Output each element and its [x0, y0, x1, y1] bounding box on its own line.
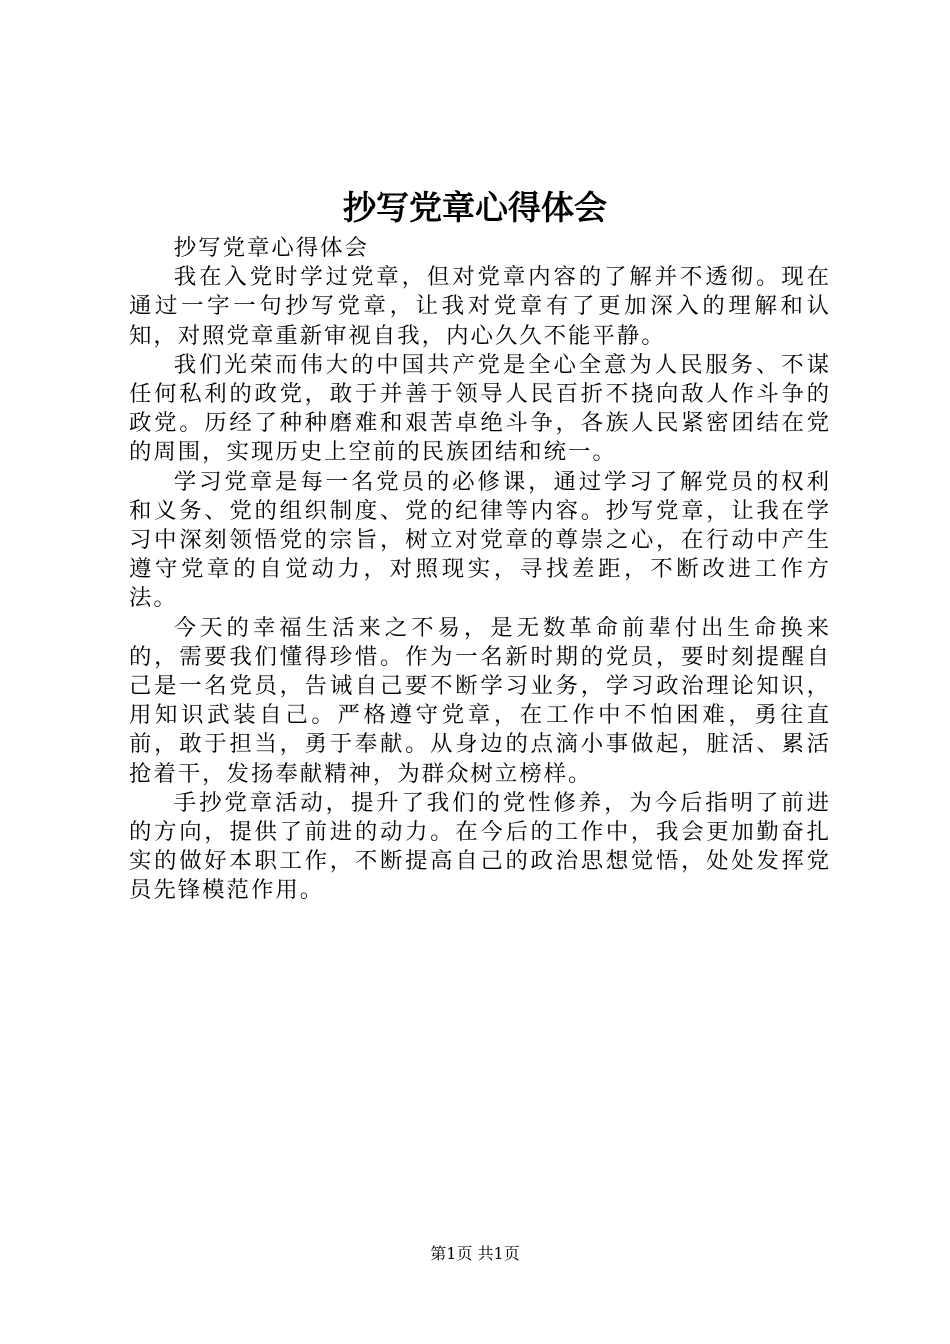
document-subtitle: 抄写党章心得体会: [173, 235, 369, 261]
body-paragraph: 今天的幸福生活来之不易，是无数革命前辈付出生命换来的，需要我们懂得珍惜。作为一名新时期的党员，要时刻提醒自己是一名党员，告诫自己要不断学习业务，学习政治理论知识，用知识武装自己。严格遵守党章，在工作中不怕困难，勇往直前，敢于担当，勇于奉献。从身边的点滴小事做起，脏活、累活抢着干，发扬奉献精神，为群众树立榜样。: [129, 614, 831, 787]
document-body: [129, 234, 831, 906]
body-paragraph: 学习党章是每一名党员的必修课，通过学习了解党员的权利和义务、党的组织制度、党的纪律等内容。抄写党章，让我在学习中深刻领悟党的宗旨，树立对党章的尊崇之心，在行动中产生遵守党章的自觉动力，对照现实，寻找差距，不断改进工作方法。: [129, 468, 831, 612]
body-paragraph: 手抄党章活动，提升了我们的党性修养，为今后指明了前进的方向，提供了前进的动力。在今后的工作中，我会更加勤奋扎实的做好本职工作，不断提高自己的政治思想觉悟，处处发挥党员先锋模范作用。: [129, 789, 831, 904]
document-title: 抄写党章心得体会: [343, 188, 607, 227]
body-paragraph: 我们光荣而伟大的中国共产党是全心全意为人民服务、不谋任何私利的政党，敢于并善于领导人民百折不挠向敌人作斗争的政党。历经了种种磨难和艰苦卓绝斗争，各族人民紧密团结在党的周围，实现历史上空前的民族团结和统一。: [129, 351, 831, 466]
page-number-footer: 第1页 共1页: [430, 1244, 520, 1263]
body-paragraph: 我在入党时学过党章，但对党章内容的了解并不透彻。现在通过一字一句抄写党章，让我对党章有了更加深入的理解和认知，对照党章重新审视自我，内心久久不能平静。: [129, 264, 831, 349]
